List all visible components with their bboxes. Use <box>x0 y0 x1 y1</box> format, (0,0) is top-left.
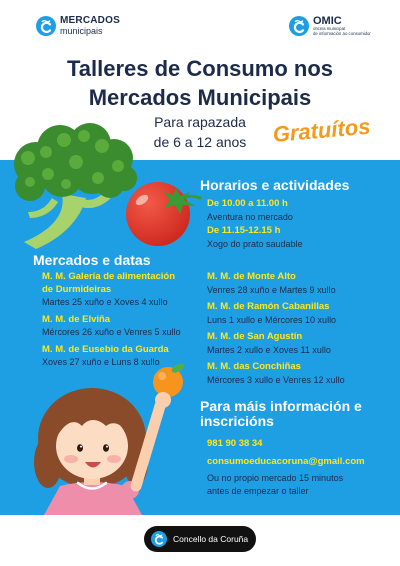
omic-logo-icon <box>289 16 309 36</box>
market-entry <box>207 271 387 296</box>
schedule-heading: Horarios e actividades <box>200 177 350 193</box>
schedule-time: De 11.15-12.15 h <box>207 225 281 236</box>
market-name: M. M. de San Agustín <box>207 331 303 342</box>
schedule-activity: Aventura no mercado <box>207 211 293 222</box>
omic-subtitle-line-1: oficina municipal <box>313 27 345 32</box>
omic-logo-subtitle <box>313 27 371 34</box>
audience-line-1: Para rapazada <box>154 114 246 130</box>
omic-subtitle-line-2: de información ao consumidor <box>313 31 371 36</box>
market-dates: Luns 1 xullo e Mércores 10 xullo <box>207 314 337 325</box>
market-name: M. M. de Elviña <box>42 313 111 325</box>
market-entry <box>207 301 387 326</box>
markets-column-right <box>207 271 387 391</box>
market-dates: Venres 28 xuño e Martes 9 xullo <box>207 284 336 295</box>
schedule-list <box>207 197 303 251</box>
audience-line-2: de 6 a 12 anos <box>153 134 247 150</box>
girl-illustration <box>26 362 194 515</box>
market-entry <box>42 314 187 339</box>
market-dates: Martes 2 xullo e Xoves 11 xullo <box>207 344 331 355</box>
tomato-body <box>126 182 190 246</box>
market-dates: Mércores 26 xuño e Venres 5 xullo <box>42 327 181 337</box>
concello-footer-label: Concello da Coruña <box>173 534 249 544</box>
markets-column-left <box>42 271 187 374</box>
market-entry <box>207 331 387 356</box>
market-dates: Mércores 3 xullo e Venres 12 xullo <box>207 374 345 385</box>
girl-hand <box>155 392 171 408</box>
omic-logo-title: OMIC <box>313 15 342 27</box>
title-line-1: Talleres de Consumo nos <box>66 56 334 81</box>
market-dates: Xoves 27 xuño e Luns 8 xullo <box>42 357 160 367</box>
mercados-logo <box>36 15 120 36</box>
mercados-logo-subtitle: municipais <box>60 26 103 36</box>
omic-logo <box>289 15 393 37</box>
contact-phone: 981 90 38 34 <box>207 438 263 449</box>
schedule-time: De 10.00 a 11.00 h <box>207 198 288 209</box>
concello-footer-badge <box>144 526 256 552</box>
contact-email: consumoeducacoruna@gmail.com <box>207 456 365 467</box>
registration-note: Ou no propio mercado 15 minutos antes de empezar o taller <box>207 473 344 496</box>
market-entry <box>42 271 187 309</box>
market-entry <box>207 361 387 386</box>
mercados-logo-text <box>60 15 120 36</box>
markets-heading: Mercados e datas <box>33 252 151 268</box>
free-badge: Gratuítos <box>271 113 372 148</box>
title-line-2: Mercados Municipais <box>88 85 312 110</box>
market-name: M. M. Galería de alimentación de Durmideiras <box>42 271 176 295</box>
concello-logo-icon <box>151 531 167 547</box>
mercados-logo-icon <box>36 16 56 36</box>
market-name: M. M. de Eusebio da Guarda <box>42 343 169 355</box>
broccoli-illustration <box>6 122 138 250</box>
info-heading: Para máis información e inscricións <box>200 398 362 429</box>
market-dates: Martes 25 xuño e Xoves 4 xullo <box>42 297 168 307</box>
market-name: M. M. de Ramón Cabanillas <box>207 301 330 312</box>
omic-logo-text <box>313 15 393 37</box>
tomato-stem <box>180 196 200 199</box>
market-name: M. M. de Monte Alto <box>207 271 296 282</box>
tomato-illustration <box>120 172 202 250</box>
poster-title <box>0 54 400 112</box>
mercados-logo-title: MERCADOS <box>60 15 120 26</box>
market-entry <box>42 344 187 369</box>
schedule-activity: Xogo do prato saudable <box>207 238 303 249</box>
market-name: M. M. das Conchiñas <box>207 361 301 372</box>
